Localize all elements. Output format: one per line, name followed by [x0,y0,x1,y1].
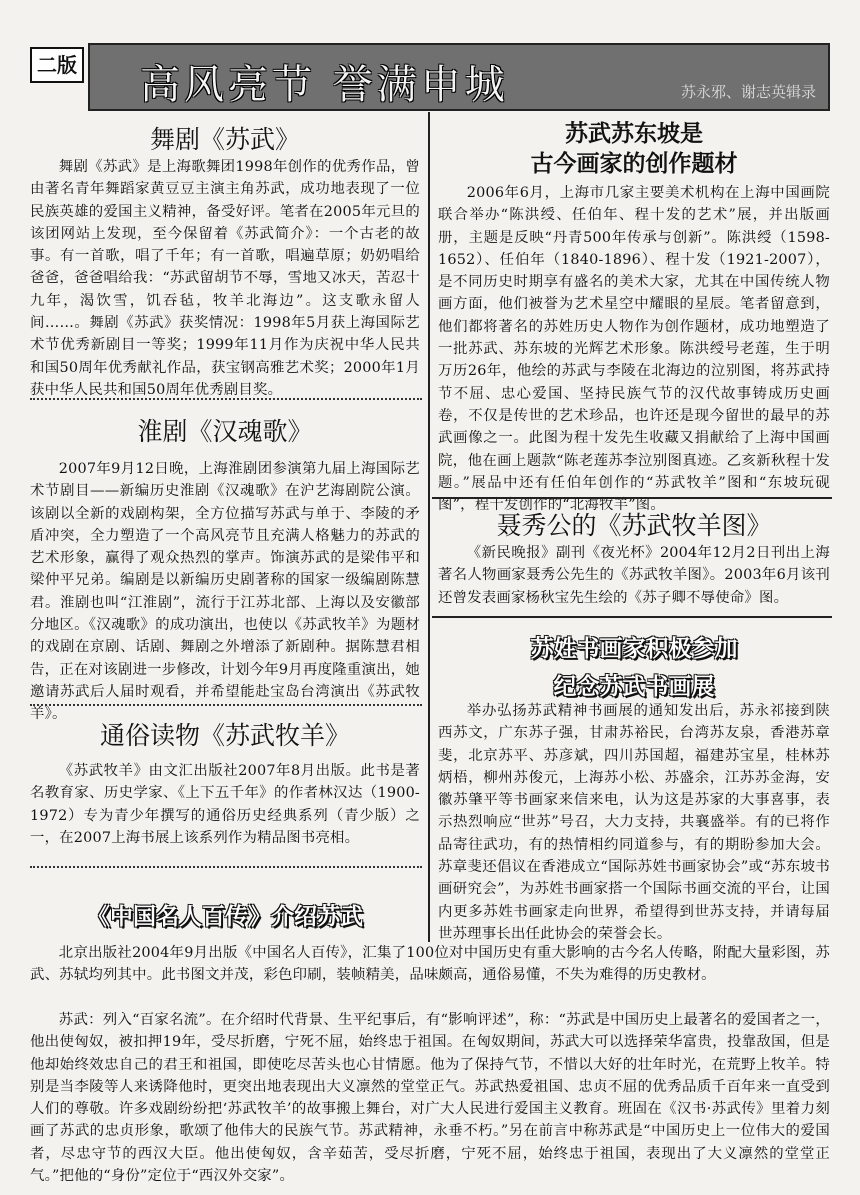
page-title: 高风亮节 誉满申城 [140,62,509,108]
article-title-calligraphers-line1: 苏姓书画家积极参加 [530,636,738,662]
article-title-painters-line1: 苏武苏东坡是 [565,120,703,147]
edition-label: 二版 [30,47,84,83]
article-separator [30,398,422,400]
column-divider [428,112,430,942]
article-title-calligraphers-line2: 纪念苏武书画展 [553,674,715,700]
title-banner [88,43,830,111]
article-separator [30,704,422,706]
article-title-painters-line2: 古今画家的创作题材 [530,150,738,177]
article-title-popular-book: 通俗读物《苏武牧羊》 [99,721,350,750]
article-title-huaiju: 淮剧《汉魂歌》 [137,417,313,446]
article-separator [432,497,832,499]
article-body-dance-suwu: 舞剧《苏武》是上海歌舞团1998年创作的优秀作品，曾由著名青年舞蹈家黄豆豆主演主角苏武，成功地表现了一位民族英雄的爱国主义精神，备受好评。笔者在2005年元旦的该团网站上发现，至今保留着《苏武简介》：一个古老的故事。有一首歌，唱了千年；有一首歌，唱遍草原；奶奶唱给爸爸，爸爸唱给我：“苏武留胡节不辱，雪地又冰天，苦忍十九年，渴饮雪，饥吞毡，牧羊北海边”。这支歌永留人间……。舞剧《苏武》获奖情况：1998年5月获上海国际艺术节优秀新剧目一等奖；1999年11月作为庆祝中华人民共和国50周年优秀献礼作品，获宝钢高雅艺术奖；2000年1月获中华人民共和国50周年优秀剧目奖。 [30,159,420,398]
article-body-nie-xiugong: 《新民晚报》副刊《夜光杯》2004年12月2日刊出上海著名人物画家聂秀公先生的《苏武牧羊图》。2003年6月该刊还曾发表画家杨秋宝先生绘的《苏子卿不辱使命》图。 [438,545,830,606]
article-body-calligraphers: 举办弘扬苏武精神书画展的通知发出后，苏永祁接到陕西苏文，广东苏子强，甘肃苏裕民，台湾苏友泉，香港苏章斐，北京苏平、苏彦斌，四川苏国超，福建苏宝星，桂林苏炳梧，柳州苏俊元，上海苏小松、苏盛余，江苏苏金海，安徽苏肇平等书画家来信来电，认为这是苏家的大事喜事，表示热烈响应“世苏”号召，大力支持，共襄盛举。有的已将作品寄往武功，有的热情相约同道参与，有的期盼参加大会。苏章斐还倡议在香港成立“国际苏姓书画家协会”或“苏东坡书画研究会”，为苏姓书画家搭一个国际书画交流的平台，让国内更多苏姓书画家走向世界，希望得到世苏支持，并请每届世苏理事长出任此协会的荣誉会长。 [438,703,830,942]
article-title-dance-suwu: 舞剧《苏武》 [149,125,300,154]
article-body-biographies-suwu: 苏武：列入“百家名流”。在介绍时代背景、生平纪事后，有“影响评述”，称：“苏武是中国历史上最著名的爱国者之一，他出使匈奴，被扣押19年，受尽折磨，宁死不屈，始终忠于祖国。在匈奴期间，苏武大可以选择荣华富贵，投靠敌国，但是他却始终效忠自己的君王和祖国，即使吃尽苦头也心甘情愿。他为了保持气节，不惜以大好的壮年时光，在荒野上牧羊。特别是当李陵等人来诱降他时，更突出地表现出大义凛然的堂堂正气。苏武热爱祖国、忠贞不屈的优秀品质千百年来一直受到人们的尊敬。许多戏剧纷纷把‘苏武牧羊’的故事搬上舞台，对广大人民进行爱国主义教育。班固在《汉书·苏武传》里着力刻画了苏武的忠贞形象，歌颂了他伟大的民族气节。苏武精神，永垂不朽。”另在前言中称苏武是“中国历史上一位伟大的爱国者，尽忠守节的西汉大臣。他出使匈奴，含辛茹苦，受尽折磨，宁死不屈，始终忠于祖国，表现出了大义凛然的堂堂正气。”把他的“身份”定位于“西汉外交家”。 [30,1012,830,1185]
article-body-biographies-intro: 北京出版社2004年9月出版《中国名人百传》，汇集了100位对中国历史有重大影响的古今名人传略，附配大量彩图，苏武、苏轼均列其中。此书图文并茂，彩色印刷，装帧精美，品味颇高，通俗易懂，不失为难得的历史教材。 [30,945,830,984]
article-separator [30,866,422,868]
article-separator [432,616,832,618]
article-body-huaiju: 2007年9月12日晚，上海淮剧团参演第九届上海国际艺术节剧目——新编历史淮剧《汉魂歌》在沪艺海剧院公演。该剧以全新的戏剧构架，全方位描写苏武与单于、李陵的矛盾冲突，全力塑造了一个高风亮节且充满人格魅力的苏武的艺术形象，赢得了观众热烈的掌声。饰演苏武的是梁伟平和梁仲平兄弟。编剧是以新编历史剧著称的国家一级编剧陈慧君。淮剧也叫“江淮剧”，流行于江苏北部、上海以及安徽部分地区。《汉魂歌》的成功演出，也使以《苏武牧羊》为题材的戏剧在京剧、话剧、舞剧之外增添了新剧种。据陈慧君相告，正在对该剧进一步修改，计划今年9月再度隆重演出，她邀请苏武后人届时观看，并希望能赴宝岛台湾演出《苏武牧羊》。 [30,461,420,723]
article-body-popular-book: 《苏武牧羊》由文汇出版社2007年8月出版。此书是著名教育家、历史学家、《上下五千年》的作者林汉达（1900-1972）专为青少年撰写的通俗历史经典系列（青少版）之一，在2007上海书展上该系列作为精品图书亮相。 [30,763,420,846]
article-title-famous-biographies: 《中国名人百传》介绍苏武 [87,904,363,930]
compiler-credit: 苏永邪、谢志英辑录 [680,83,816,101]
article-title-nie-xiugong: 聂秀公的《苏武牧羊图》 [496,511,772,540]
article-body-painters: 2006年6月，上海市几家主要美术机构在上海中国画院联合举办“陈洪绶、任伯年、程十发的艺术”展，并出版画册，主题是反映“丹青500年传承与创新”。陈洪绶（1598-1652）、任伯年（1840-1896）、程十发（1921-2007），是不同历史时期享有盛名的美术大家，尤其在中国传统人物画方面，他们被誉为艺术星空中耀眼的星辰。笔者留意到，他们都将著名的苏姓历史人物作为创作题材，成功地塑造了一批苏武、苏东坡的光辉艺术形象。陈洪绶号老莲，生于明万历26年，他绘的苏武与李陵在北海边的泣别图，将苏武持节不屈、忠心爱国、坚持民族气节的汉代故事铸成历史画卷，不仅是传世的艺术珍品，也许还是现今留世的最早的苏武画像之一。此图为程十发先生收藏又捐献给了上海中国画院，他在画上题款“陈老莲苏李泣别图真迹。乙亥新秋程十发题。”展品中还有任伯年创作的“苏武牧羊”图和“东坡玩砚图”，程十发创作的“北海牧羊”图。 [438,185,830,514]
